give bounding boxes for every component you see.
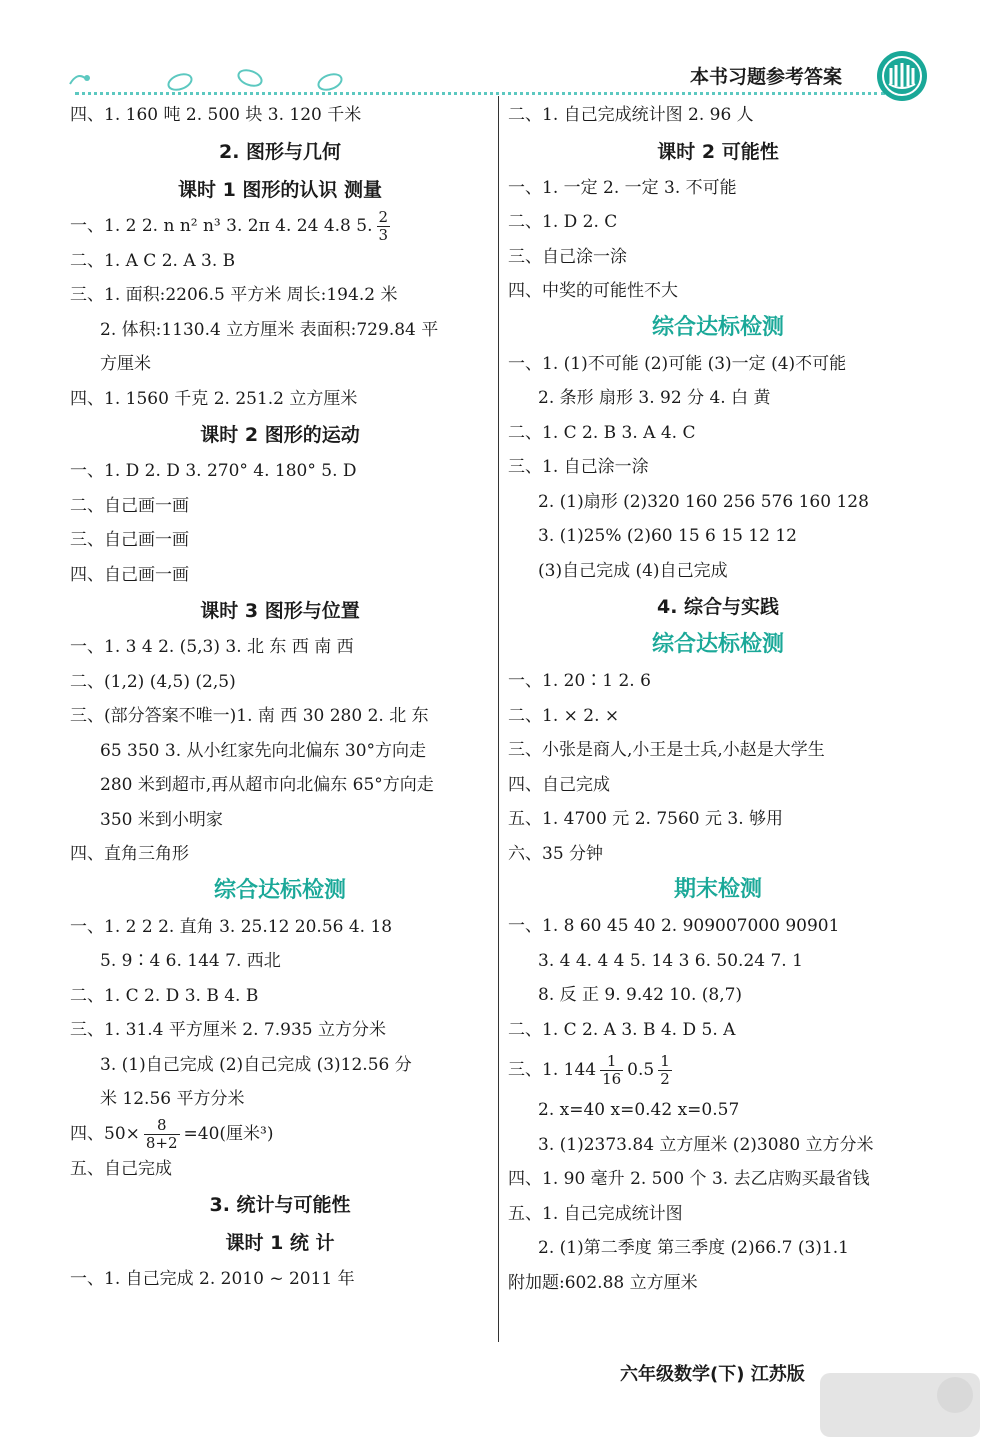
- answer-line: 二、1. C 2. B 3. A 4. C: [508, 422, 696, 443]
- header-title: 本书习题参考答案: [690, 66, 843, 88]
- fraction-numerator: 1: [660, 1052, 670, 1070]
- answer-text: 三、1. 144: [508, 1060, 597, 1080]
- answer-line: 2. 条形 扇形 3. 92 分 4. 白 黄: [538, 388, 771, 408]
- fraction: [600, 1053, 623, 1088]
- footer-book-label: 六年级数学(下) 江苏版: [620, 1364, 805, 1385]
- answer-line: 二、自己画一画: [70, 495, 189, 516]
- answer-line: 3. (1)25% (2)60 15 6 15 12 12: [538, 526, 797, 546]
- section-heading-accent: 期末检测: [673, 877, 762, 902]
- section-heading-accent: 综合达标检测: [651, 632, 784, 657]
- fraction: [658, 1053, 672, 1088]
- answer-line: 二、1. A C 2. A 3. B: [70, 250, 236, 271]
- answer-line: 四、自己画一画: [70, 564, 189, 585]
- answer-text: 0.5: [627, 1060, 655, 1080]
- fraction-denominator: 16: [602, 1070, 622, 1088]
- answer-line: [70, 209, 490, 244]
- answer-line: 一、1. 自己完成 2. 2010 ~ 2011 年: [70, 1269, 355, 1289]
- answer-line: 280 米到超市,再从超市向北偏东 65°方向走: [100, 775, 434, 795]
- answer-line: 二、1. 自己完成统计图 2. 96 人: [508, 105, 754, 125]
- section-heading: 课时 2 可能性: [657, 140, 779, 163]
- answer-line: 二、1. C 2. A 3. B 4. D 5. A: [508, 1019, 736, 1040]
- fraction-denominator: 8+2: [145, 1133, 178, 1152]
- answer-line: 四、自己完成: [508, 774, 610, 795]
- answer-line: 二、1. D 2. C: [508, 212, 618, 232]
- answer-line: 二、1. C 2. D 3. B 4. B: [70, 985, 259, 1006]
- answer-line: 一、1. D 2. D 3. 270° 4. 180° 5. D: [70, 461, 357, 481]
- section-heading: 4. 综合与实践: [656, 596, 780, 618]
- watermark-logo-icon: [815, 1365, 985, 1445]
- fraction: [144, 1117, 180, 1152]
- answer-line: 一、1. 8 60 45 40 2. 909007000 90901: [508, 916, 840, 936]
- section-heading: 课时 1 图形的认识 测量: [177, 178, 383, 201]
- answer-line: 三、自己涂一涂: [508, 246, 627, 267]
- answer-line: 四、直角三角形: [70, 844, 189, 864]
- answer-text: 四、50×: [70, 1123, 140, 1144]
- answer-line: [70, 1117, 490, 1152]
- answer-line: 350 米到小明家: [100, 809, 223, 830]
- answer-line: 三、自己画一画: [70, 530, 189, 550]
- answer-line: 2. (1)第二季度 第三季度 (2)66.7 (3)1.1: [538, 1238, 849, 1258]
- answer-line: 方厘米: [100, 354, 151, 374]
- answer-line: 米 12.56 平方分米: [100, 1089, 245, 1109]
- answer-line: 2. 体积:1130.4 立方厘米 表面积:729.84 平: [100, 319, 439, 340]
- answer-line: 65 350 3. 从小红家先向北偏东 30°方向走: [100, 740, 427, 761]
- section-heading-accent: 综合达标检测: [651, 314, 784, 340]
- answer-line: 附加题:602.88 立方厘米: [508, 1272, 698, 1293]
- answer-line: 一、1. 20∶1 2. 6: [508, 671, 651, 691]
- answer-line: 3. 4 4. 4 4 5. 14 3 6. 50.24 7. 1: [538, 950, 803, 971]
- section-heading-accent: 综合达标检测: [213, 877, 346, 903]
- fraction-numerator: 2: [378, 207, 389, 226]
- answer-line: 四、1. 90 毫升 2. 500 个 3. 去乙店购买最省钱: [508, 1169, 870, 1189]
- fraction: [377, 209, 391, 244]
- fraction-denominator: 3: [378, 225, 389, 244]
- answer-line: 一、1. (1)不可能 (2)可能 (3)一定 (4)不可能: [508, 353, 847, 374]
- answer-line: 二、(1,2) (4,5) (2,5): [70, 671, 236, 692]
- answer-line: 三、1. 自己涂一涂: [508, 457, 649, 477]
- answer-line: 五、1. 自己完成统计图: [508, 1203, 683, 1224]
- answer-line: 四、1. 160 吨 2. 500 块 3. 120 千米: [70, 105, 362, 125]
- answer-line: [508, 1047, 928, 1093]
- section-heading: 课时 3 图形与位置: [200, 600, 360, 622]
- header-dotted-line: [75, 92, 885, 95]
- answer-line: 3. (1)自己完成 (2)自己完成 (3)12.56 分: [100, 1054, 412, 1075]
- answer-line: 三、小张是商人,小王是士兵,小赵是大学生: [508, 740, 825, 760]
- left-column: [70, 98, 490, 1297]
- answer-line: (3)自己完成 (4)自己完成: [538, 560, 728, 581]
- answer-text: 一、1. 2 2. n n² n³ 3. 2π 4. 24 4.8 5.: [70, 215, 373, 236]
- answer-line: 四、中奖的可能性不大: [508, 281, 678, 301]
- answer-line: 三、1. 31.4 平方厘米 2. 7.935 立方分米: [70, 1020, 386, 1040]
- fraction-denominator: 2: [660, 1070, 670, 1088]
- fraction-numerator: 1: [600, 1053, 623, 1071]
- answer-line: 一、1. 3 4 2. (5,3) 3. 北 东 西 南 西: [70, 637, 354, 657]
- answer-line: 六、35 分钟: [508, 843, 604, 864]
- answer-line: 三、1. 面积:2206.5 平方米 周长:194.2 米: [70, 285, 398, 305]
- section-heading: 2. 图形与几何: [218, 140, 342, 163]
- section-heading: 3. 统计与可能性: [209, 1194, 351, 1216]
- section-heading: 课时 1 统 计: [225, 1232, 335, 1254]
- answer-line: 一、1. 一定 2. 一定 3. 不可能: [508, 177, 737, 198]
- fraction-numerator: 8: [144, 1117, 180, 1135]
- column-divider: [498, 96, 499, 1342]
- right-column: [508, 98, 928, 1300]
- answer-line: 一、1. 2 2 2. 直角 3. 25.12 20.56 4. 18: [70, 916, 393, 937]
- section-heading: 课时 2 图形的运动: [200, 424, 360, 446]
- answer-line: 三、(部分答案不唯一)1. 南 西 30 280 2. 北 东: [70, 706, 429, 726]
- answer-line: 五、1. 4700 元 2. 7560 元 3. 够用: [508, 809, 784, 829]
- answer-text: =40(厘米³): [183, 1123, 274, 1144]
- book-logo-icon: [876, 50, 928, 102]
- answer-line: 二、1. × 2. ×: [508, 705, 620, 726]
- answer-line: 5. 9∶4 6. 144 7. 西北: [100, 951, 281, 971]
- answer-line: 2. x=40 x=0.42 x=0.57: [538, 1100, 740, 1120]
- answer-line: 8. 反 正 9. 9.42 10. (8,7): [538, 985, 743, 1005]
- answer-line: 3. (1)2373.84 立方厘米 (2)3080 立方分米: [538, 1134, 874, 1155]
- answer-line: 2. (1)扇形 (2)320 160 256 576 160 128: [538, 491, 869, 512]
- answer-line: 五、自己完成: [70, 1158, 172, 1179]
- answer-line: 四、1. 1560 千克 2. 251.2 立方厘米: [70, 388, 358, 409]
